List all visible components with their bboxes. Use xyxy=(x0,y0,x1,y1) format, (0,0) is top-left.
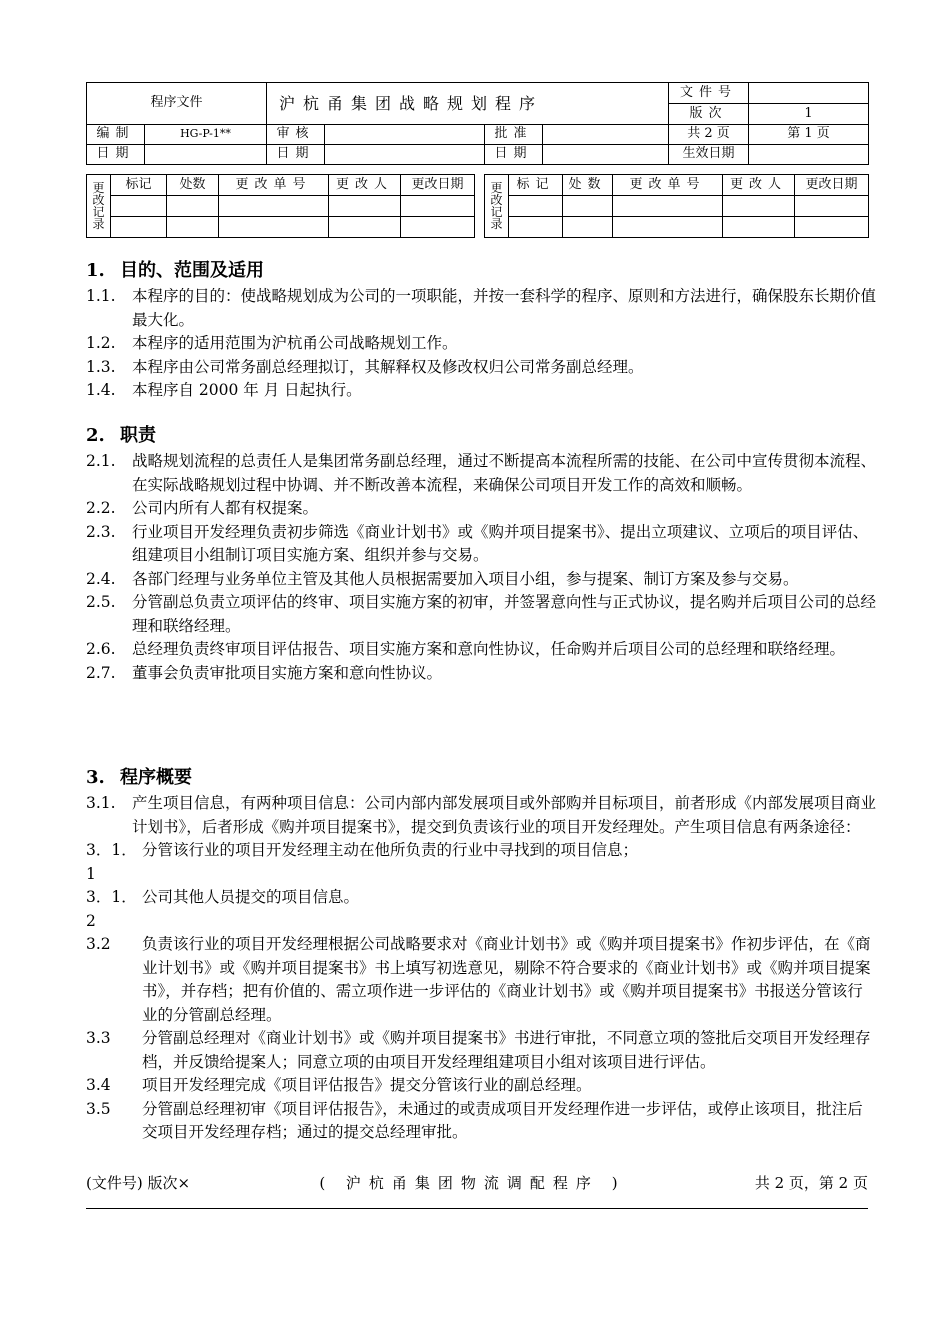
list-item: 3.2 负责该行业的项目开发经理根据公司战略要求对《商业计划书》或《购并项目提案书》作初步评估，在《商业计划书》或《购并项目提案书》书上填写初选意见，剔除不符合要求的《商业计划书》或《购并项目提案书》，并存档；把有价值的、需立项作进一步评估的《商业计划书》或《购并项目提案书》书报送分管该行业的分管副总经理。 xyxy=(86,935,871,1024)
column-header: 更改人 xyxy=(329,175,401,196)
footer-right: 共 2 页，第 2 页 xyxy=(754,1174,868,1192)
approve-value xyxy=(543,125,669,145)
list-item: 2.1. 战略规划流程的总责任人是集团常务副总经理，通过不断提高本流程所需的技能、在公司中宣传贯彻本流程、在实际战略规划过程中协调、并不断改善本流程，来确保公司项目开发工作的高效和顺畅。 xyxy=(86,452,877,494)
editor-value: HG-P-1** xyxy=(145,125,267,145)
cell xyxy=(401,217,475,238)
cell xyxy=(613,217,723,238)
date-label-1: 日期 xyxy=(87,145,145,165)
cell xyxy=(329,217,401,238)
page-no: 第 1 页 xyxy=(749,125,869,145)
cell xyxy=(613,196,723,217)
section-purpose xyxy=(86,259,876,403)
section-procedure-overview xyxy=(86,766,876,1145)
list-item: 3.3 分管副总经理对《商业计划书》或《购并项目提案书》书进行审批，不同意立项的签批后交项目开发经理存档，并反馈给提案人；同意立项的由项目开发经理组建项目小组对该项目进行评估。 xyxy=(86,1029,871,1071)
section-heading: 2. 职责 xyxy=(86,425,156,446)
page-footer xyxy=(86,1172,868,1193)
date-value-2 xyxy=(325,145,485,165)
review-label: 审核 xyxy=(267,125,325,145)
column-header: 标记 xyxy=(509,175,563,196)
doc-no-label: 文件号 xyxy=(669,83,749,104)
effective-date-label: 生效日期 xyxy=(669,145,749,165)
cell xyxy=(111,217,167,238)
date-value-3 xyxy=(543,145,669,165)
list-item: 3．1．1 分管该行业的项目开发经理主动在他所负责的行业中寻找到的项目信息； xyxy=(86,841,639,883)
list-item: 2.3. 行业项目开发经理负责初步筛选《商业计划书》或《购并项目提案书》、提出立项建议、立项后的项目评估、组建项目小组制订项目实施方案、组织并参与交易。 xyxy=(86,522,869,564)
change-record-right xyxy=(484,174,869,238)
column-header: 处数 xyxy=(167,175,219,196)
effective-date-value xyxy=(749,145,869,165)
version-label: 版次 xyxy=(669,104,749,125)
list-item: 2.2. 公司内所有人都有权提案。 xyxy=(86,499,319,517)
header-table xyxy=(86,82,869,125)
column-header: 更改日期 xyxy=(401,175,475,196)
cell xyxy=(723,196,795,217)
list-item: 3.4 项目开发经理完成《项目评估报告》提交分管该行业的副总经理。 xyxy=(86,1076,592,1094)
cell xyxy=(167,196,219,217)
doc-type: 程序文件 xyxy=(87,83,267,125)
list-item: 3.5 分管副总经理初审《项目评估报告》，未通过的或责成项目开发经理作进一步评估，或停止该项目，批注后交项目开发经理存档；通过的提交总经理审批。 xyxy=(86,1099,863,1141)
list-item: 2.4. 各部门经理与业务单位主管及其他人员根据需要加入项目小组，参与提案、制订方案及参与交易。 xyxy=(86,569,799,588)
list-item: 1.3. 本程序由公司常务副总经理拟订，其解释权及修改权归公司常务副总经理。 xyxy=(86,357,644,376)
cell xyxy=(509,217,563,238)
cell xyxy=(329,196,401,217)
doc-no-value xyxy=(749,83,869,104)
doc-title: 沪杭甬集团战略规划程序 xyxy=(267,83,669,125)
footer-center: ( 沪杭甬集团物流调配程序 ) xyxy=(319,1174,626,1192)
change-record-side-label: 更改记录 xyxy=(485,175,509,238)
cell xyxy=(795,217,869,238)
column-header: 更改人 xyxy=(723,175,795,196)
cell xyxy=(219,217,329,238)
list-item: 2.7. 董事会负责审批项目实施方案和意向性协议。 xyxy=(86,663,443,682)
footer-divider xyxy=(86,1208,868,1209)
list-item: 3.1. 产生项目信息，有两种项目信息：公司内部内部发展项目或外部购并目标项目，前者形成《内部发展项目商业计划书》，后者形成《购并项目提案书》，提交到负责该行业的项目开发经理处。产生项目信息有两条途径： xyxy=(86,794,877,836)
column-header: 更改单号 xyxy=(613,175,723,196)
change-record-left xyxy=(86,174,475,238)
section-heading: 3. 程序概要 xyxy=(86,767,192,788)
section-heading: 1. 目的、范围及适用 xyxy=(86,260,264,281)
version-value: 1 xyxy=(749,104,869,125)
cell xyxy=(795,196,869,217)
list-item: 1.1. 本程序的目的：使战略规划成为公司的一项职能，并按一套科学的程序、原则和方法进行，确保股东长期价值最大化。 xyxy=(86,287,877,329)
list-item: 1.4. 本程序自 2000 年 月 日起执行。 xyxy=(86,381,362,399)
list-item: 3．1．2 公司其他人员提交的项目信息。 xyxy=(86,888,360,930)
column-header: 标记 xyxy=(111,175,167,196)
cell xyxy=(563,196,613,217)
cell xyxy=(723,217,795,238)
list-item: 2.6. 总经理负责终审项目评估报告、项目实施方案和意向性协议，任命购并后项目公司的总经理和联络经理。 xyxy=(86,640,846,658)
cell xyxy=(219,196,329,217)
footer-left: (文件号) 版次× xyxy=(86,1174,191,1192)
list-item: 1.2. 本程序的适用范围为沪杭甬公司战略规划工作。 xyxy=(86,334,458,352)
total-pages: 共 2 页 xyxy=(669,125,749,145)
date-label-3: 日期 xyxy=(485,145,543,165)
editor-label: 编制 xyxy=(87,125,145,145)
review-value xyxy=(325,125,485,145)
cell xyxy=(167,217,219,238)
cell xyxy=(563,217,613,238)
change-record-side-label: 更改记录 xyxy=(87,175,111,238)
list-item: 2.5. 分管副总负责立项评估的终审、项目实施方案的初审，并签署意向性与正式协议，提名购并后项目公司的总经理和联络经理。 xyxy=(86,593,877,635)
column-header: 更改单号 xyxy=(219,175,329,196)
column-header: 处数 xyxy=(563,175,613,196)
cell xyxy=(509,196,563,217)
date-value-1 xyxy=(145,145,267,165)
approve-label: 批准 xyxy=(485,125,543,145)
sign-table xyxy=(86,124,869,165)
cell xyxy=(401,196,475,217)
column-header: 更改日期 xyxy=(795,175,869,196)
date-label-2: 日期 xyxy=(267,145,325,165)
section-responsibilities xyxy=(86,424,876,685)
cell xyxy=(111,196,167,217)
